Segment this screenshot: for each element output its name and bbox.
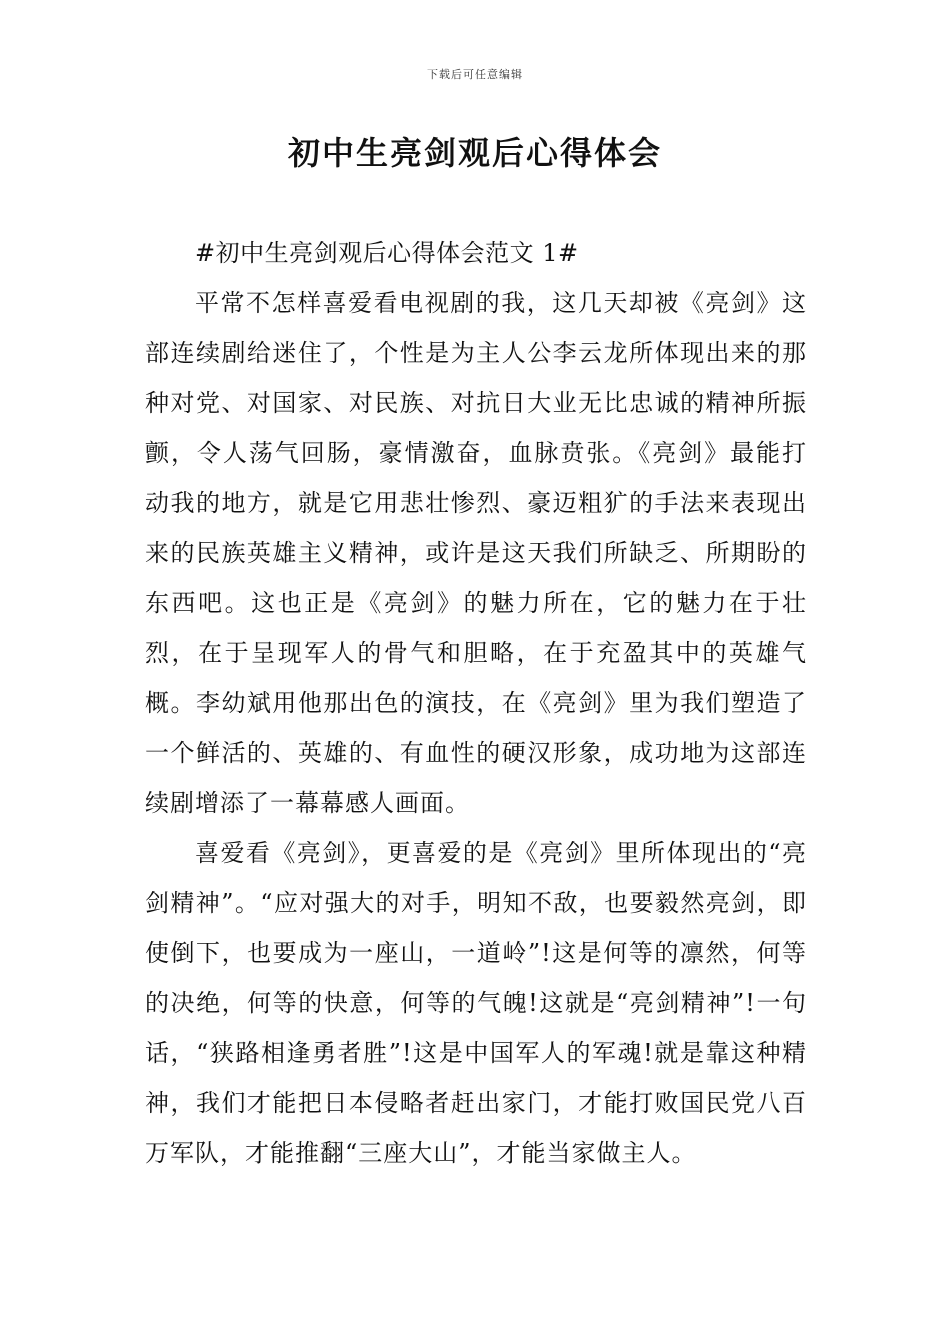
header-note: 下载后可任意编辑	[427, 68, 523, 81]
paragraph-2: 喜爱看《亮剑》，更喜爱的是《亮剑》里所体现出的“亮剑精神”。“应对强大的对手，明知不敌，也要毅然亮剑，即使倒下，也要成为一座山，一道岭”!这是何等的凛然，何等的决绝，何等的快意，何等的气魄!这就是“亮剑精神”!一句话，“狭路相逢勇者胜”!这是中国军人的军魂!就是靠这种精神，我们才能把日本侵略者赶出家门，才能打败国民党八百万军队，才能推翻“三座大山”，才能当家做主人。	[145, 839, 807, 1167]
section-heading: #初中生亮剑观后心得体会范文 1#	[195, 239, 579, 267]
document-title: 初中生亮剑观后心得体会	[287, 134, 662, 172]
paragraph-1: 平常不怎样喜爱看电视剧的我，这几天却被《亮剑》这部连续剧给迷住了，个性是为主人公李云龙所体现出来的那种对党、对国家、对民族、对抗日大业无比忠诚的精神所振颤，令人荡气回肠，豪情激奋，血脉贲张。《亮剑》最能打动我的地方，就是它用悲壮惨烈、豪迈粗犷的手法来表现出来的民族英雄主义精神，或许是这天我们所缺乏、所期盼的东西吧。这也正是《亮剑》的魅力所在，它的魅力在于壮烈，在于呈现军人的骨气和胆略，在于充盈其中的英雄气概。李幼斌用他那出色的演技，在《亮剑》里为我们塑造了一个鲜活的、英雄的、有血性的硬汉形象，成功地为这部连续剧增添了一幕幕感人画面。	[145, 289, 807, 817]
document-body	[145, 228, 807, 1178]
